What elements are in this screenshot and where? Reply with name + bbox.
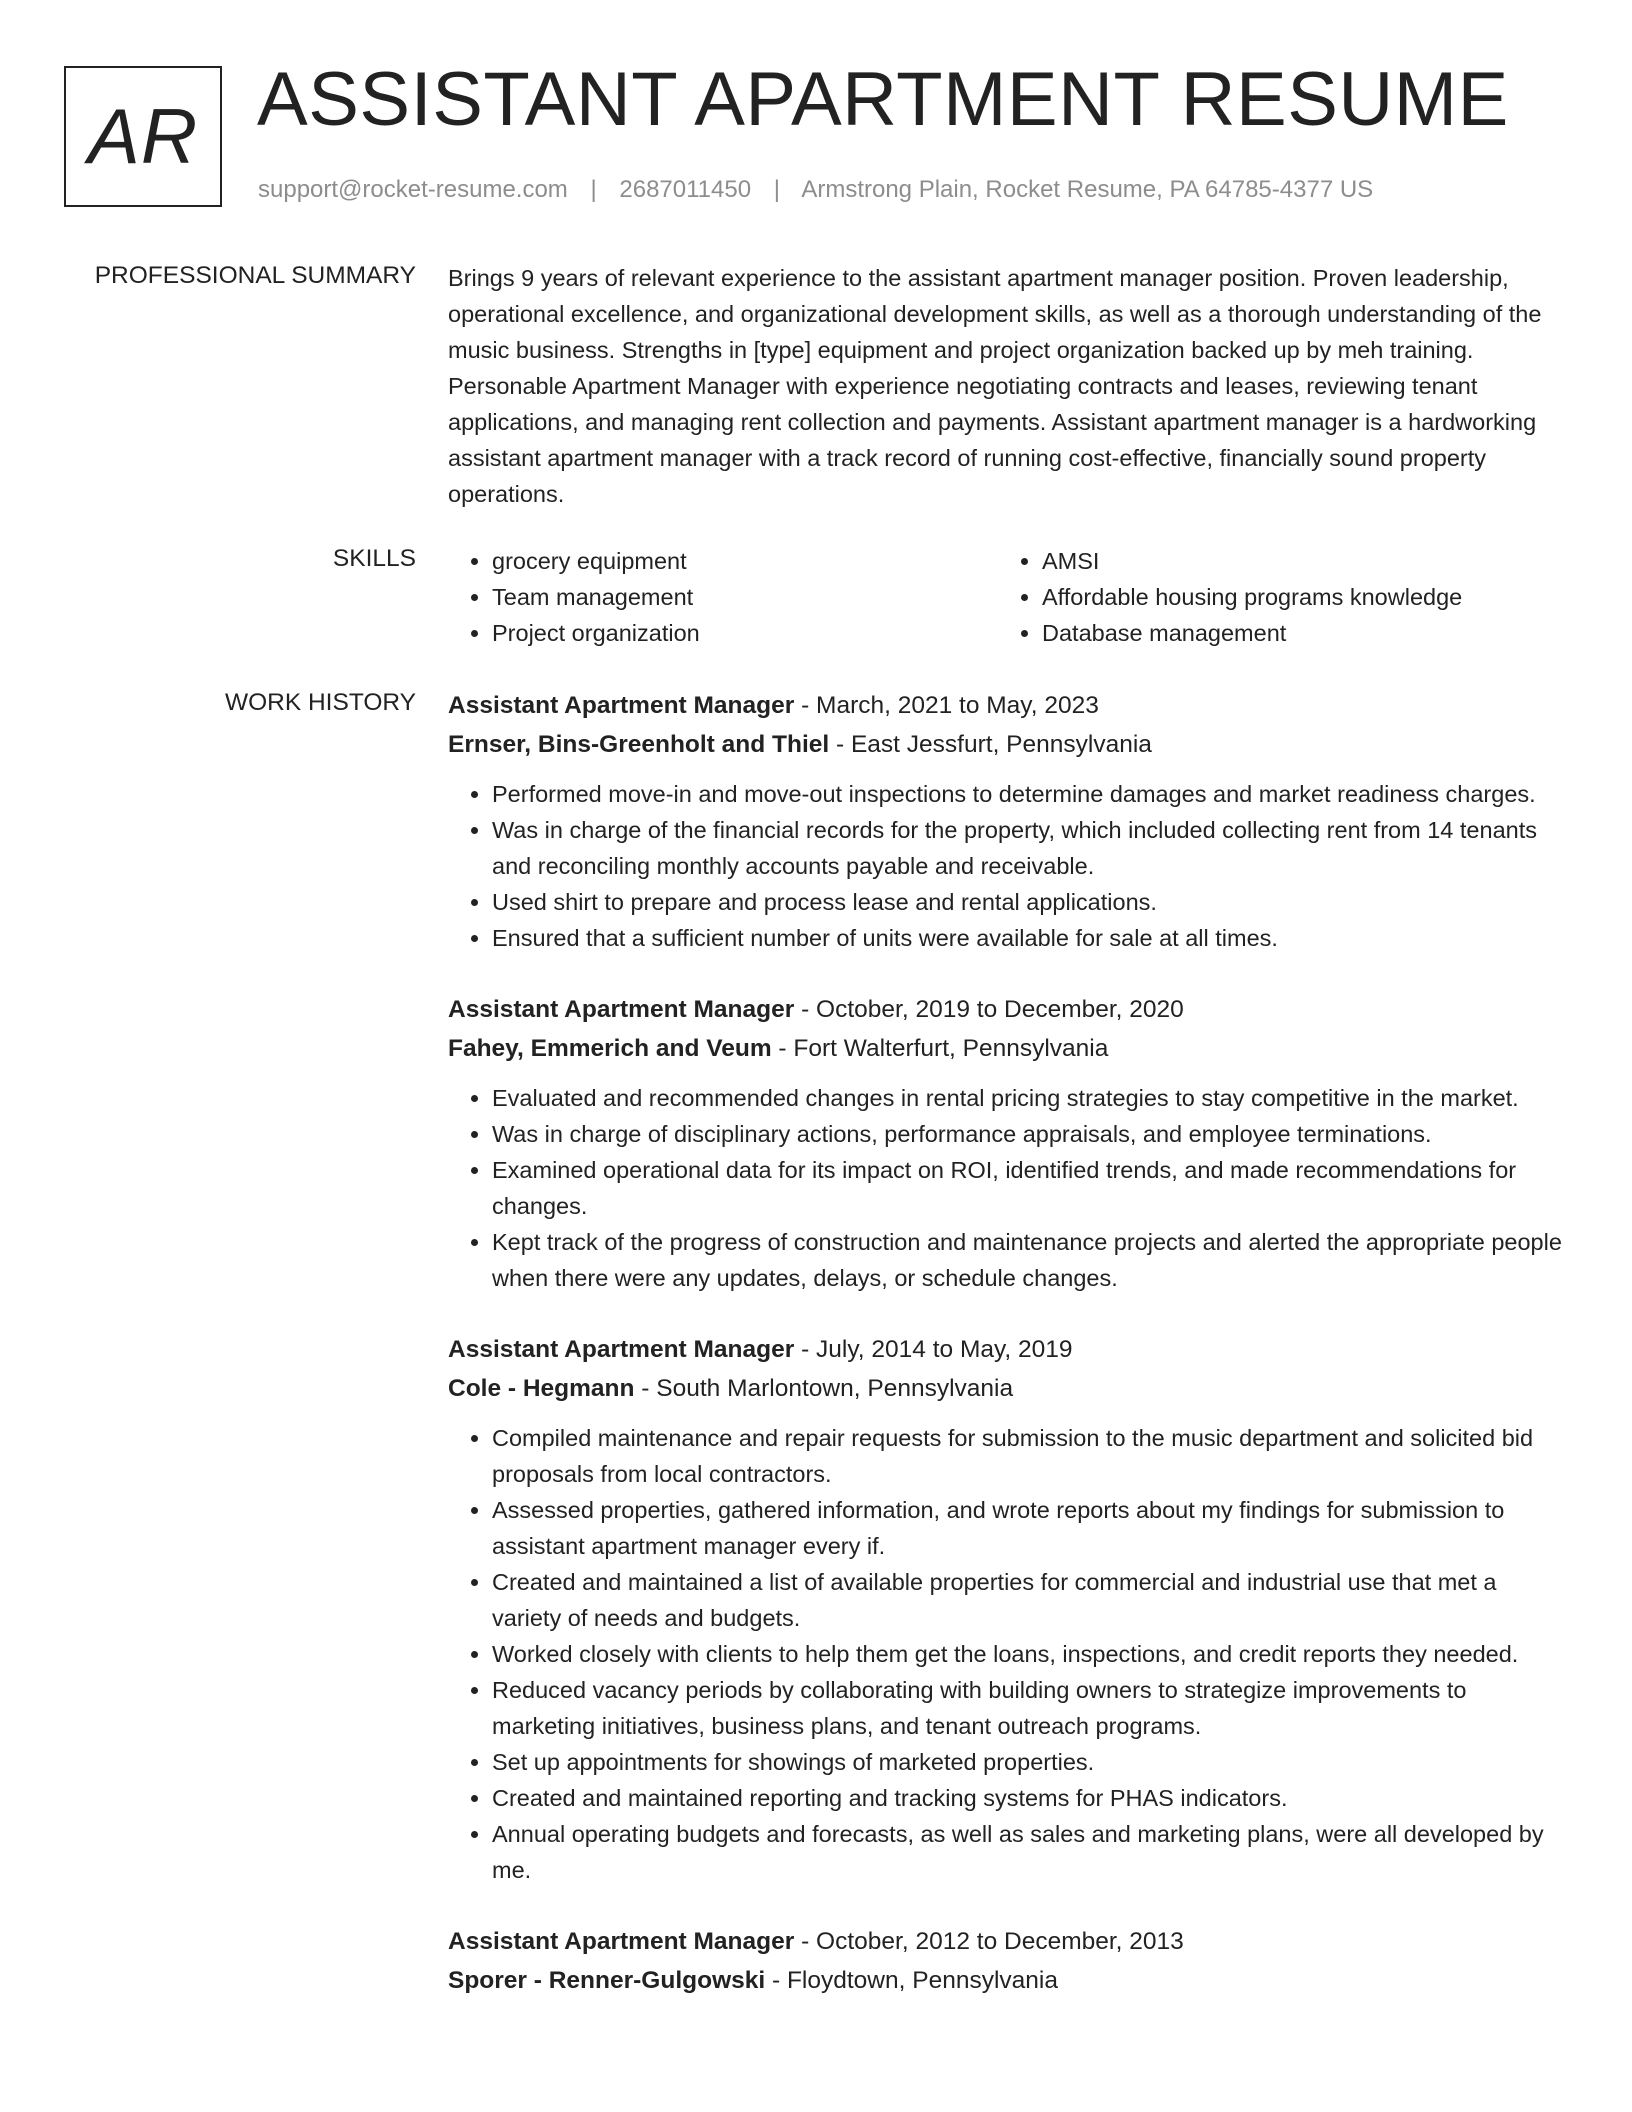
summary-body: [448, 260, 1570, 512]
contact-separator: |: [590, 176, 597, 203]
job-location: - Fort Walterfurt, Pennsylvania: [771, 1035, 1109, 1062]
job-bullet: • Set up appointments for showings of marketed properties.: [492, 1744, 1570, 1780]
skill-item: • Database management: [1042, 615, 1558, 651]
job-location: - East Jessfurt, Pennsylvania: [829, 731, 1152, 758]
job-title: Assistant Apartment Manager: [448, 1336, 795, 1363]
skills-list-right: [998, 543, 1558, 651]
job-bullet: • Kept track of the progress of construction and maintenance projects and alerted the appropriate people when there were any updates, delays, or schedule changes.: [492, 1224, 1570, 1296]
contact-phone[interactable]: 2687011450: [619, 176, 752, 203]
job-entry: [448, 1922, 1570, 2000]
skill-item: • grocery equipment: [492, 543, 998, 579]
job-location: - Floydtown, Pennsylvania: [765, 1967, 1058, 1994]
job-dates: - July, 2014 to May, 2019: [794, 1336, 1073, 1363]
job-company: Ernser, Bins-Greenholt and Thiel: [448, 731, 830, 758]
job-company: Cole - Hegmann: [448, 1375, 635, 1402]
job-company-line: [448, 725, 1570, 764]
summary-heading: PROFESSIONAL SUMMARY: [94, 262, 416, 289]
job-title: Assistant Apartment Manager: [448, 996, 795, 1023]
job-bullet: • Created and maintained reporting and tracking systems for PHAS indicators.: [492, 1780, 1570, 1816]
skill-item: • Project organization: [492, 615, 998, 651]
contact-email[interactable]: support@rocket-resume.com: [258, 176, 568, 203]
job-bullet: • Assessed properties, gathered information, and wrote reports about my findings for submission to assistant apartment manager every if.: [492, 1492, 1570, 1564]
job-bullet: • Created and maintained a list of available properties for commercial and industrial use that met a variety of needs and budgets.: [492, 1564, 1570, 1636]
job-title-line: [448, 990, 1570, 1029]
job-bullet: • Compiled maintenance and repair requests for submission to the music department and solicited bid proposals from local contractors.: [492, 1420, 1570, 1492]
contact-separator: |: [773, 176, 780, 203]
job-company: Fahey, Emmerich and Veum: [448, 1035, 772, 1062]
work-history-body: [448, 686, 1570, 2034]
job-bullets: [448, 1080, 1570, 1296]
job-company-line: [448, 1029, 1570, 1068]
job-entry: [448, 1330, 1570, 1888]
work-history-heading: WORK HISTORY: [224, 689, 416, 716]
job-bullet: • Reduced vacancy periods by collaborating with building owners to strategize improvements to marketing initiatives, business plans, and tenant outreach programs.: [492, 1672, 1570, 1744]
resume-title: ASSISTANT APARTMENT RESUME: [257, 57, 1509, 142]
skills-list-left: [448, 543, 998, 651]
skill-item: • AMSI: [1042, 543, 1558, 579]
job-title: Assistant Apartment Manager: [448, 692, 795, 719]
job-company-line: [448, 1961, 1570, 2000]
job-entry: [448, 686, 1570, 956]
skills-body: [448, 543, 1570, 651]
job-dates: - March, 2021 to May, 2023: [794, 692, 1099, 719]
job-bullets: [448, 776, 1570, 956]
job-company-line: [448, 1369, 1570, 1408]
job-location: - South Marlontown, Pennsylvania: [634, 1375, 1014, 1402]
skill-item: • Team management: [492, 579, 998, 615]
job-bullet: • Examined operational data for its impact on ROI, identified trends, and made recommendations for changes.: [492, 1152, 1570, 1224]
skills-heading: SKILLS: [332, 545, 416, 572]
skills-grid: [448, 543, 1570, 651]
job-entry: [448, 990, 1570, 1296]
job-bullet: • Was in charge of disciplinary actions, performance appraisals, and employee terminations.: [492, 1116, 1570, 1152]
job-bullet: • Was in charge of the financial records for the property, which included collecting rent from 14 tenants and reconciling monthly accounts payable and receivable.: [492, 812, 1570, 884]
skill-item: • Affordable housing programs knowledge: [1042, 579, 1558, 615]
job-company: Sporer - Renner-Gulgowski: [448, 1967, 766, 1994]
contact-address: Armstrong Plain, Rocket Resume, PA 64785-4377 US: [801, 176, 1374, 203]
job-bullets: [448, 1420, 1570, 1888]
job-bullet: • Performed move-in and move-out inspections to determine damages and market readiness charges.: [492, 776, 1570, 812]
job-title-line: [448, 1330, 1570, 1369]
contact-line: [258, 176, 1373, 204]
job-title-line: [448, 686, 1570, 725]
job-bullet: • Evaluated and recommended changes in rental pricing strategies to stay competitive in the market.: [492, 1080, 1570, 1116]
job-bullet: • Worked closely with clients to help them get the loans, inspections, and credit reports they needed.: [492, 1636, 1570, 1672]
job-dates: - October, 2012 to December, 2013: [794, 1928, 1184, 1955]
summary-text: Brings 9 years of relevant experience to the assistant apartment manager position. Proven leadership, operational excellence, and organizational development skills, as well as a thorough understanding of the music business. Strengths in [type] equipment and project organization backed up by meh training. Personable Apartment Manager with experience negotiating contracts and leases, reviewing tenant applications, and managing rent collection and payments. Assistant apartment manager is a hardworking assistant apartment manager with a track record of running cost-effective, financially sound property operations.: [448, 265, 1542, 507]
job-title: Assistant Apartment Manager: [448, 1928, 795, 1955]
job-title-line: [448, 1922, 1570, 1961]
job-bullet: • Annual operating budgets and forecasts, as well as sales and marketing plans, were all developed by me.: [492, 1816, 1570, 1888]
job-bullet: • Used shirt to prepare and process lease and rental applications.: [492, 884, 1570, 920]
job-bullet: • Ensured that a sufficient number of units were available for sale at all times.: [492, 920, 1570, 956]
job-dates: - October, 2019 to December, 2020: [794, 996, 1184, 1023]
monogram-logo: [64, 66, 222, 207]
monogram-text: AR: [87, 92, 199, 180]
